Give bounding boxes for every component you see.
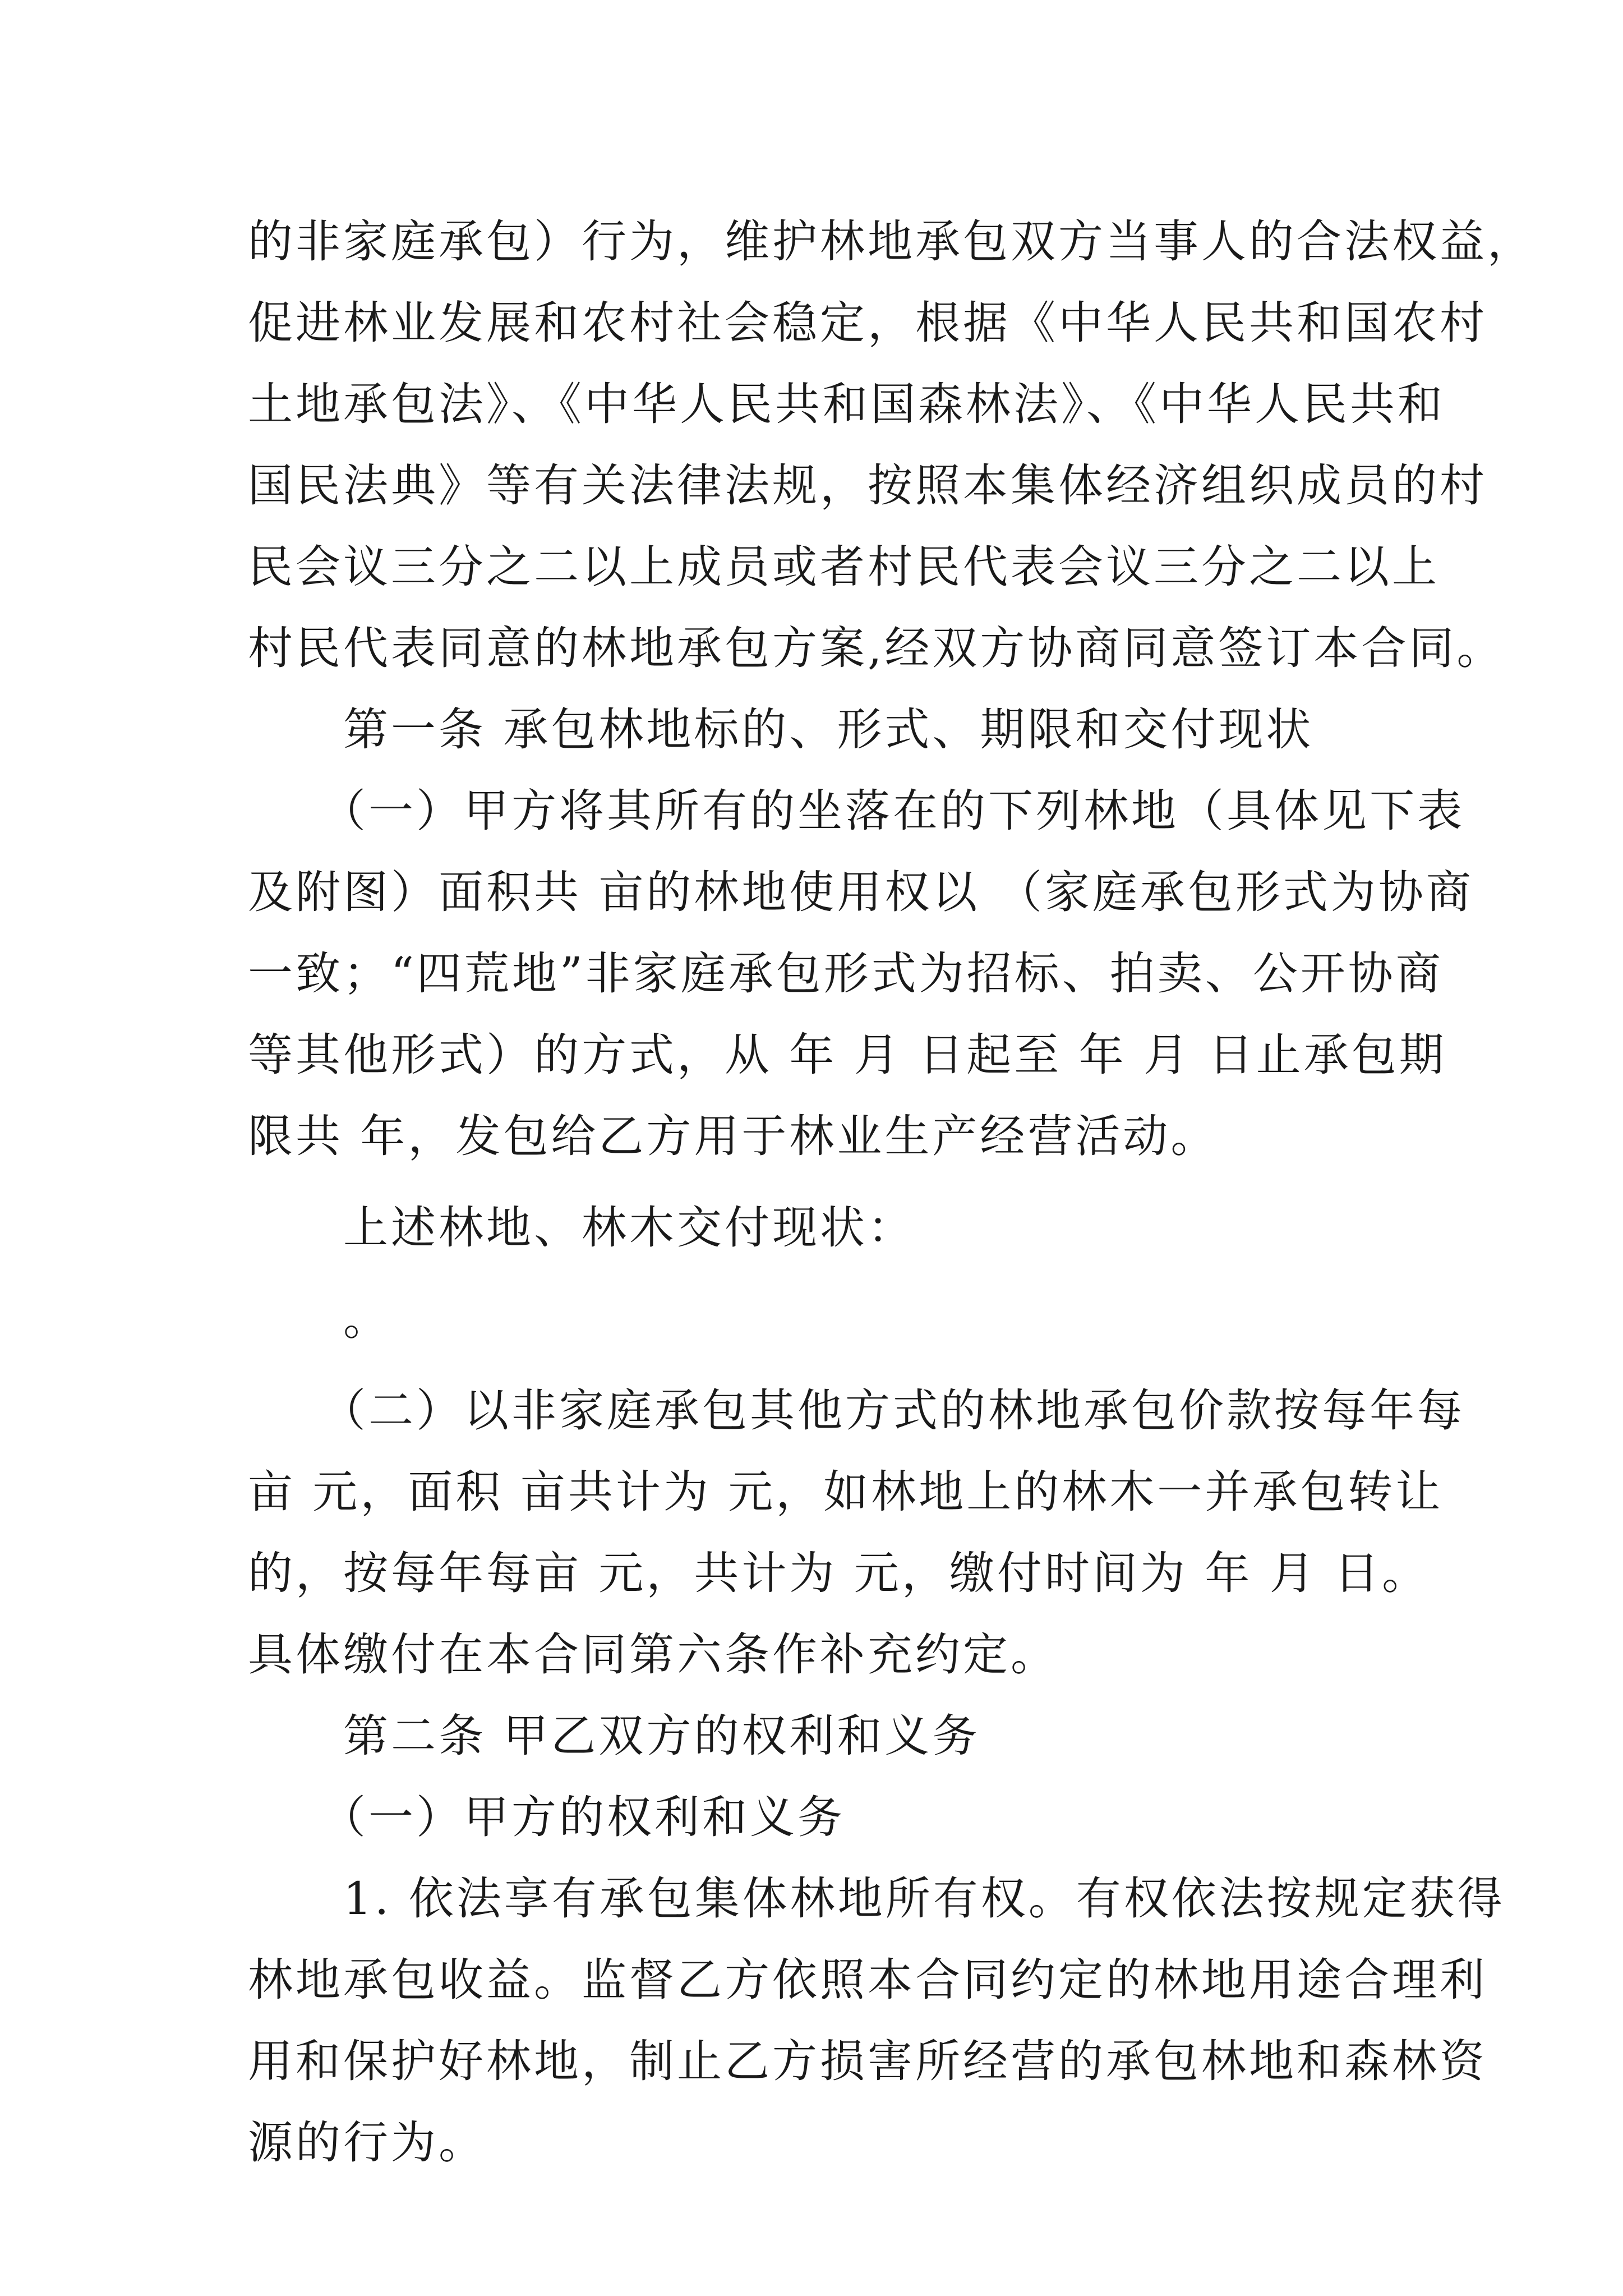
section-heading: （一）甲方的权利和义务 xyxy=(248,1791,845,1843)
text-line: 村民代表同意的林地承包方案,经双方协商同意签订本合同。 xyxy=(248,622,1505,674)
text-line: 国民法典》等有关法律法规，按照本集体经济组织成员的村 xyxy=(248,459,1487,512)
text-line: 促进林业发展和农村社会稳定，根据《中华人民共和国农村 xyxy=(248,297,1487,349)
text-line: 的非家庭承包）行为，维护林地承包双方当事人的合法权益， xyxy=(248,215,1535,268)
text-line: 的，按每年每亩 元，共计为 元，缴付时间为 年 月 日。 xyxy=(248,1547,1430,1599)
text-line: 1. 依法享有承包集体林地所有权。有权依法按规定获得 xyxy=(248,1872,1505,1925)
text-line: 源的行为。 xyxy=(248,2116,486,2169)
article-heading: 第一条 承包林地标的、形式、期限和交付现状 xyxy=(248,703,1314,756)
text-line: 等其他形式）的方式，从 年 月 日起至 年 月 日止承包期 xyxy=(248,1029,1447,1081)
text-line: 及附图）面积共 亩的林地使用权以 （家庭承包形式为协商 xyxy=(248,866,1474,918)
text-line: 具体缴付在本合同第六条作补充约定。 xyxy=(248,1628,1058,1681)
text-line: （二）以非家庭承包其他方式的林地承包价款按每年每 xyxy=(248,1384,1465,1437)
text-line: 林地承包收益。监督乙方依照本合同约定的林地用途合理利 xyxy=(248,1954,1487,2006)
text-line: 亩 元，面积 亩共计为 元，如林地上的林木一并承包转让 xyxy=(248,1466,1444,1518)
text-line: （一）甲方将其所有的坐落在的下列林地（具体见下表 xyxy=(248,785,1465,837)
contract-body-text xyxy=(248,201,1535,2183)
text-line: 上述林地、林木交付现状： xyxy=(248,1202,915,1254)
text-line: 限共 年，发包给乙方用于林业生产经营活动。 xyxy=(248,1110,1219,1162)
text-line: 。 xyxy=(248,1293,391,1345)
text-line: 土地承包法》、《中华人民共和国森林法》、《中华人民共和 xyxy=(248,378,1445,430)
text-line: 一致；“四荒地”非家庭承包形式为招标、拍卖、公开协商 xyxy=(248,947,1444,1000)
text-line: 民会议三分之二以上成员或者村民代表会议三分之二以上 xyxy=(248,541,1440,593)
article-heading: 第二条 甲乙双方的权利和义务 xyxy=(248,1710,980,1762)
text-line: 用和保护好林地，制止乙方损害所经营的承包林地和森林资 xyxy=(248,2035,1487,2087)
